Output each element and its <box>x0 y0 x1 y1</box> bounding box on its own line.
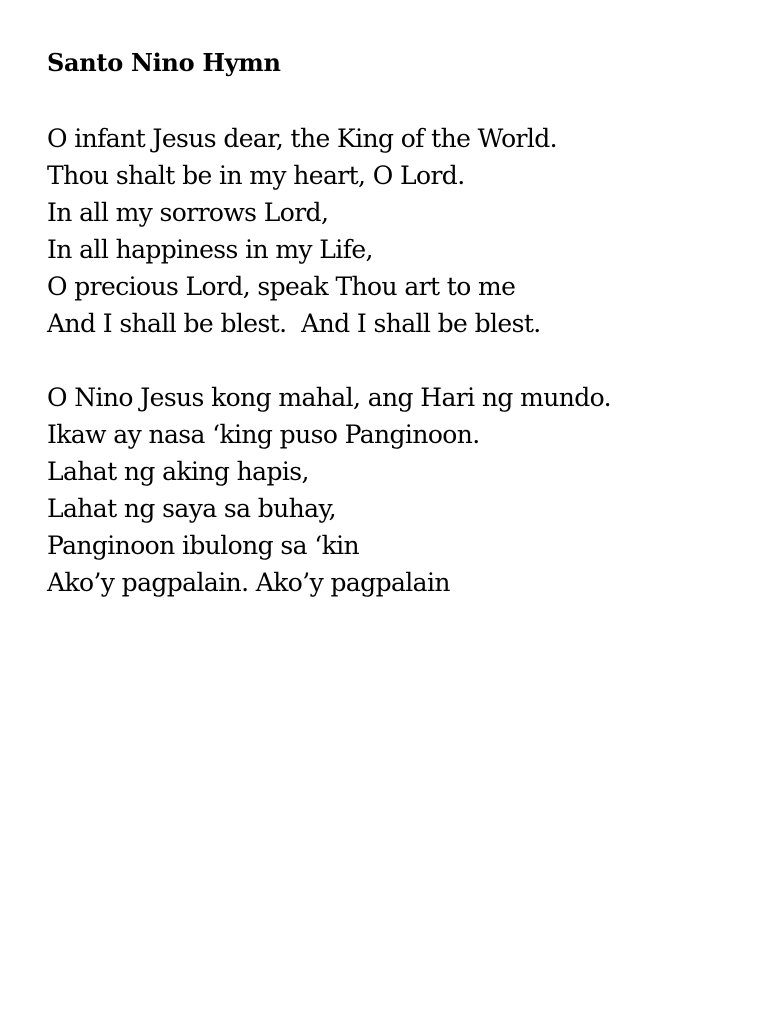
verse-line: Lahat ng aking hapis, <box>47 457 309 486</box>
verse-line: Panginoon ibulong sa ‘kin <box>47 531 360 560</box>
verse-line: In all happiness in my Life, <box>47 235 373 264</box>
stanza-tagalog <box>47 379 611 601</box>
verse-line: Lahat ng saya sa buhay, <box>47 494 337 523</box>
verse-line: Ikaw ay nasa ‘king puso Panginoon. <box>47 420 480 449</box>
verse-line: Ako’y pagpalain. Ako’y pagpalain <box>47 568 450 597</box>
verse-line: And I shall be blest. And I shall be blest. <box>47 309 541 338</box>
verse-line: O Nino Jesus kong mahal, ang Hari ng mundo. <box>47 383 611 412</box>
verse-line: Thou shalt be in my heart, O Lord. <box>47 161 465 190</box>
verse-line: O precious Lord, speak Thou art to me <box>47 272 516 301</box>
stanza-english <box>47 120 557 342</box>
hymn-title: Santo Nino Hymn <box>47 48 281 77</box>
verse-line: In all my sorrows Lord, <box>47 198 329 227</box>
verse-line: O infant Jesus dear, the King of the World. <box>47 124 558 153</box>
